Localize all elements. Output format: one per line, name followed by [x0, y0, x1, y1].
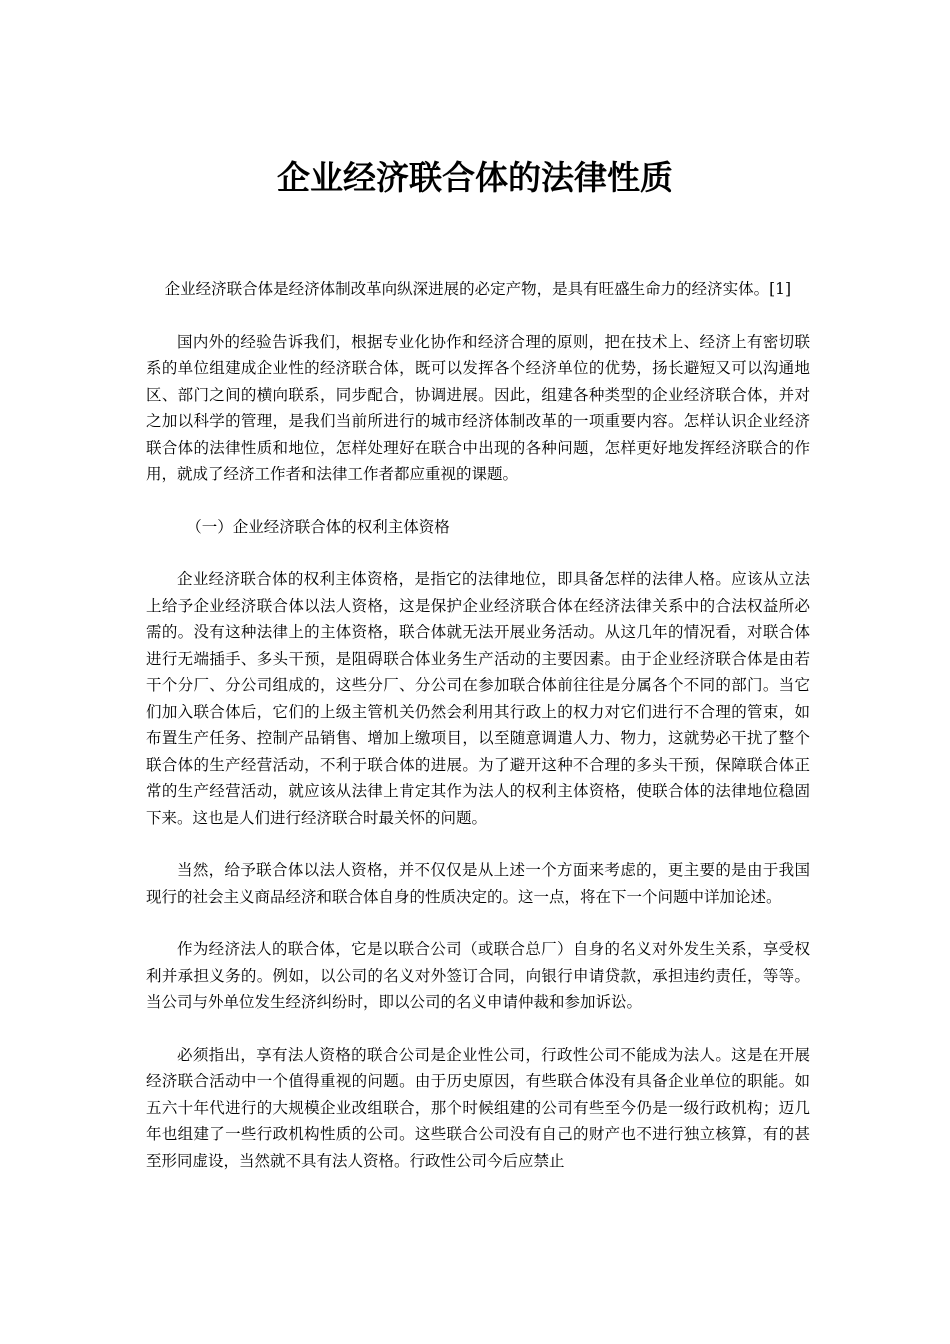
body-paragraph: 国内外的经验告诉我们，根据专业化协作和经济合理的原则，把在技术上、经济上有密切联系的单位组建成企业性的经济联合体，既可以发挥各个经济单位的优势，扬长避短又可以沟通地区、部门之间的横向联系，同步配合，协调进展。因此，组建各种类型的企业经济联合体，并对之加以科学的管理，是我们当前所进行的城市经济体制改革的一项重要内容。怎样认识企业经济联合体的法律性质和地位，怎样处理好在联合中出现的各种问题，怎样更好地发挥经济联合的作用，就成了经济工作者和法律工作者都应重视的课题。 [146, 332, 810, 483]
intro-paragraph: 企业经济联合体是经济体制改革向纵深进展的必定产物，是具有旺盛生命力的经济实体。[1] [164, 280, 792, 298]
section-heading: （一）企业经济联合体的权利主体资格 [186, 517, 450, 536]
body-paragraph: 必须指出，享有法人资格的联合公司是企业性公司，行政性公司不能成为法人。这是在开展经济联合活动中一个值得重视的问题。由于历史原因，有些联合体没有具备企业单位的职能。如五六十年代进行的大规模企业改组联合，那个时候组建的公司有些至今仍是一级行政机构；迈几年也组建了一些行政机构性质的公司。这些联合公司没有自己的财产也不进行独立核算，有的甚至形同虚设，当然就不具有法人资格。行政性公司今后应禁止 [146, 1045, 810, 1170]
body-paragraph: 企业经济联合体的权利主体资格，是指它的法律地位，即具备怎样的法律人格。应该从立法上给予企业经济联合体以法人资格，这是保护企业经济联合体在经济法律关系中的合法权益所必需的。没有这种法律上的主体资格，联合体就无法开展业务活动。从这几年的情况看，对联合体进行无端插手、多头干预，是阻碍联合体业务生产活动的主要因素。由于企业经济联合体是由若干个分厂、分公司组成的，这些分厂、分公司在参加联合体前往往是分属各个不同的部门。当它们加入联合体后，它们的上级主管机关仍然会利用其行政上的权力对它们进行不合理的管束，如布置生产任务、控制产品销售、增加上缴项目，以至随意调遣人力、物力，这就势必干扰了整个联合体的生产经营活动，不利于联合体的进展。为了避开这种不合理的多头干预，保障联合体正常的生产经营活动，就应该从法律上肯定其作为法人的权利主体资格，使联合体的法律地位稳固下来。这也是人们进行经济联合时最关怀的问题。 [146, 570, 810, 827]
body-paragraph: 作为经济法人的联合体，它是以联合公司（或联合总厂）自身的名义对外发生关系，享受权利并承担义务的。例如，以公司的名义对外签订合同，向银行申请贷款，承担违约责任，等等。当公司与外单位发生经济纠纷时，即以公司的名义申请仲裁和参加诉讼。 [146, 940, 810, 1011]
document-body [146, 276, 810, 1200]
body-paragraph: 当然，给予联合体以法人资格，并不仅仅是从上述一个方面来考虑的，更主要的是由于我国现行的社会主义商品经济和联合体自身的性质决定的。这一点，将在下一个问题中详加论述。 [146, 861, 810, 906]
document-title: 企业经济联合体的法律性质 [277, 158, 673, 197]
